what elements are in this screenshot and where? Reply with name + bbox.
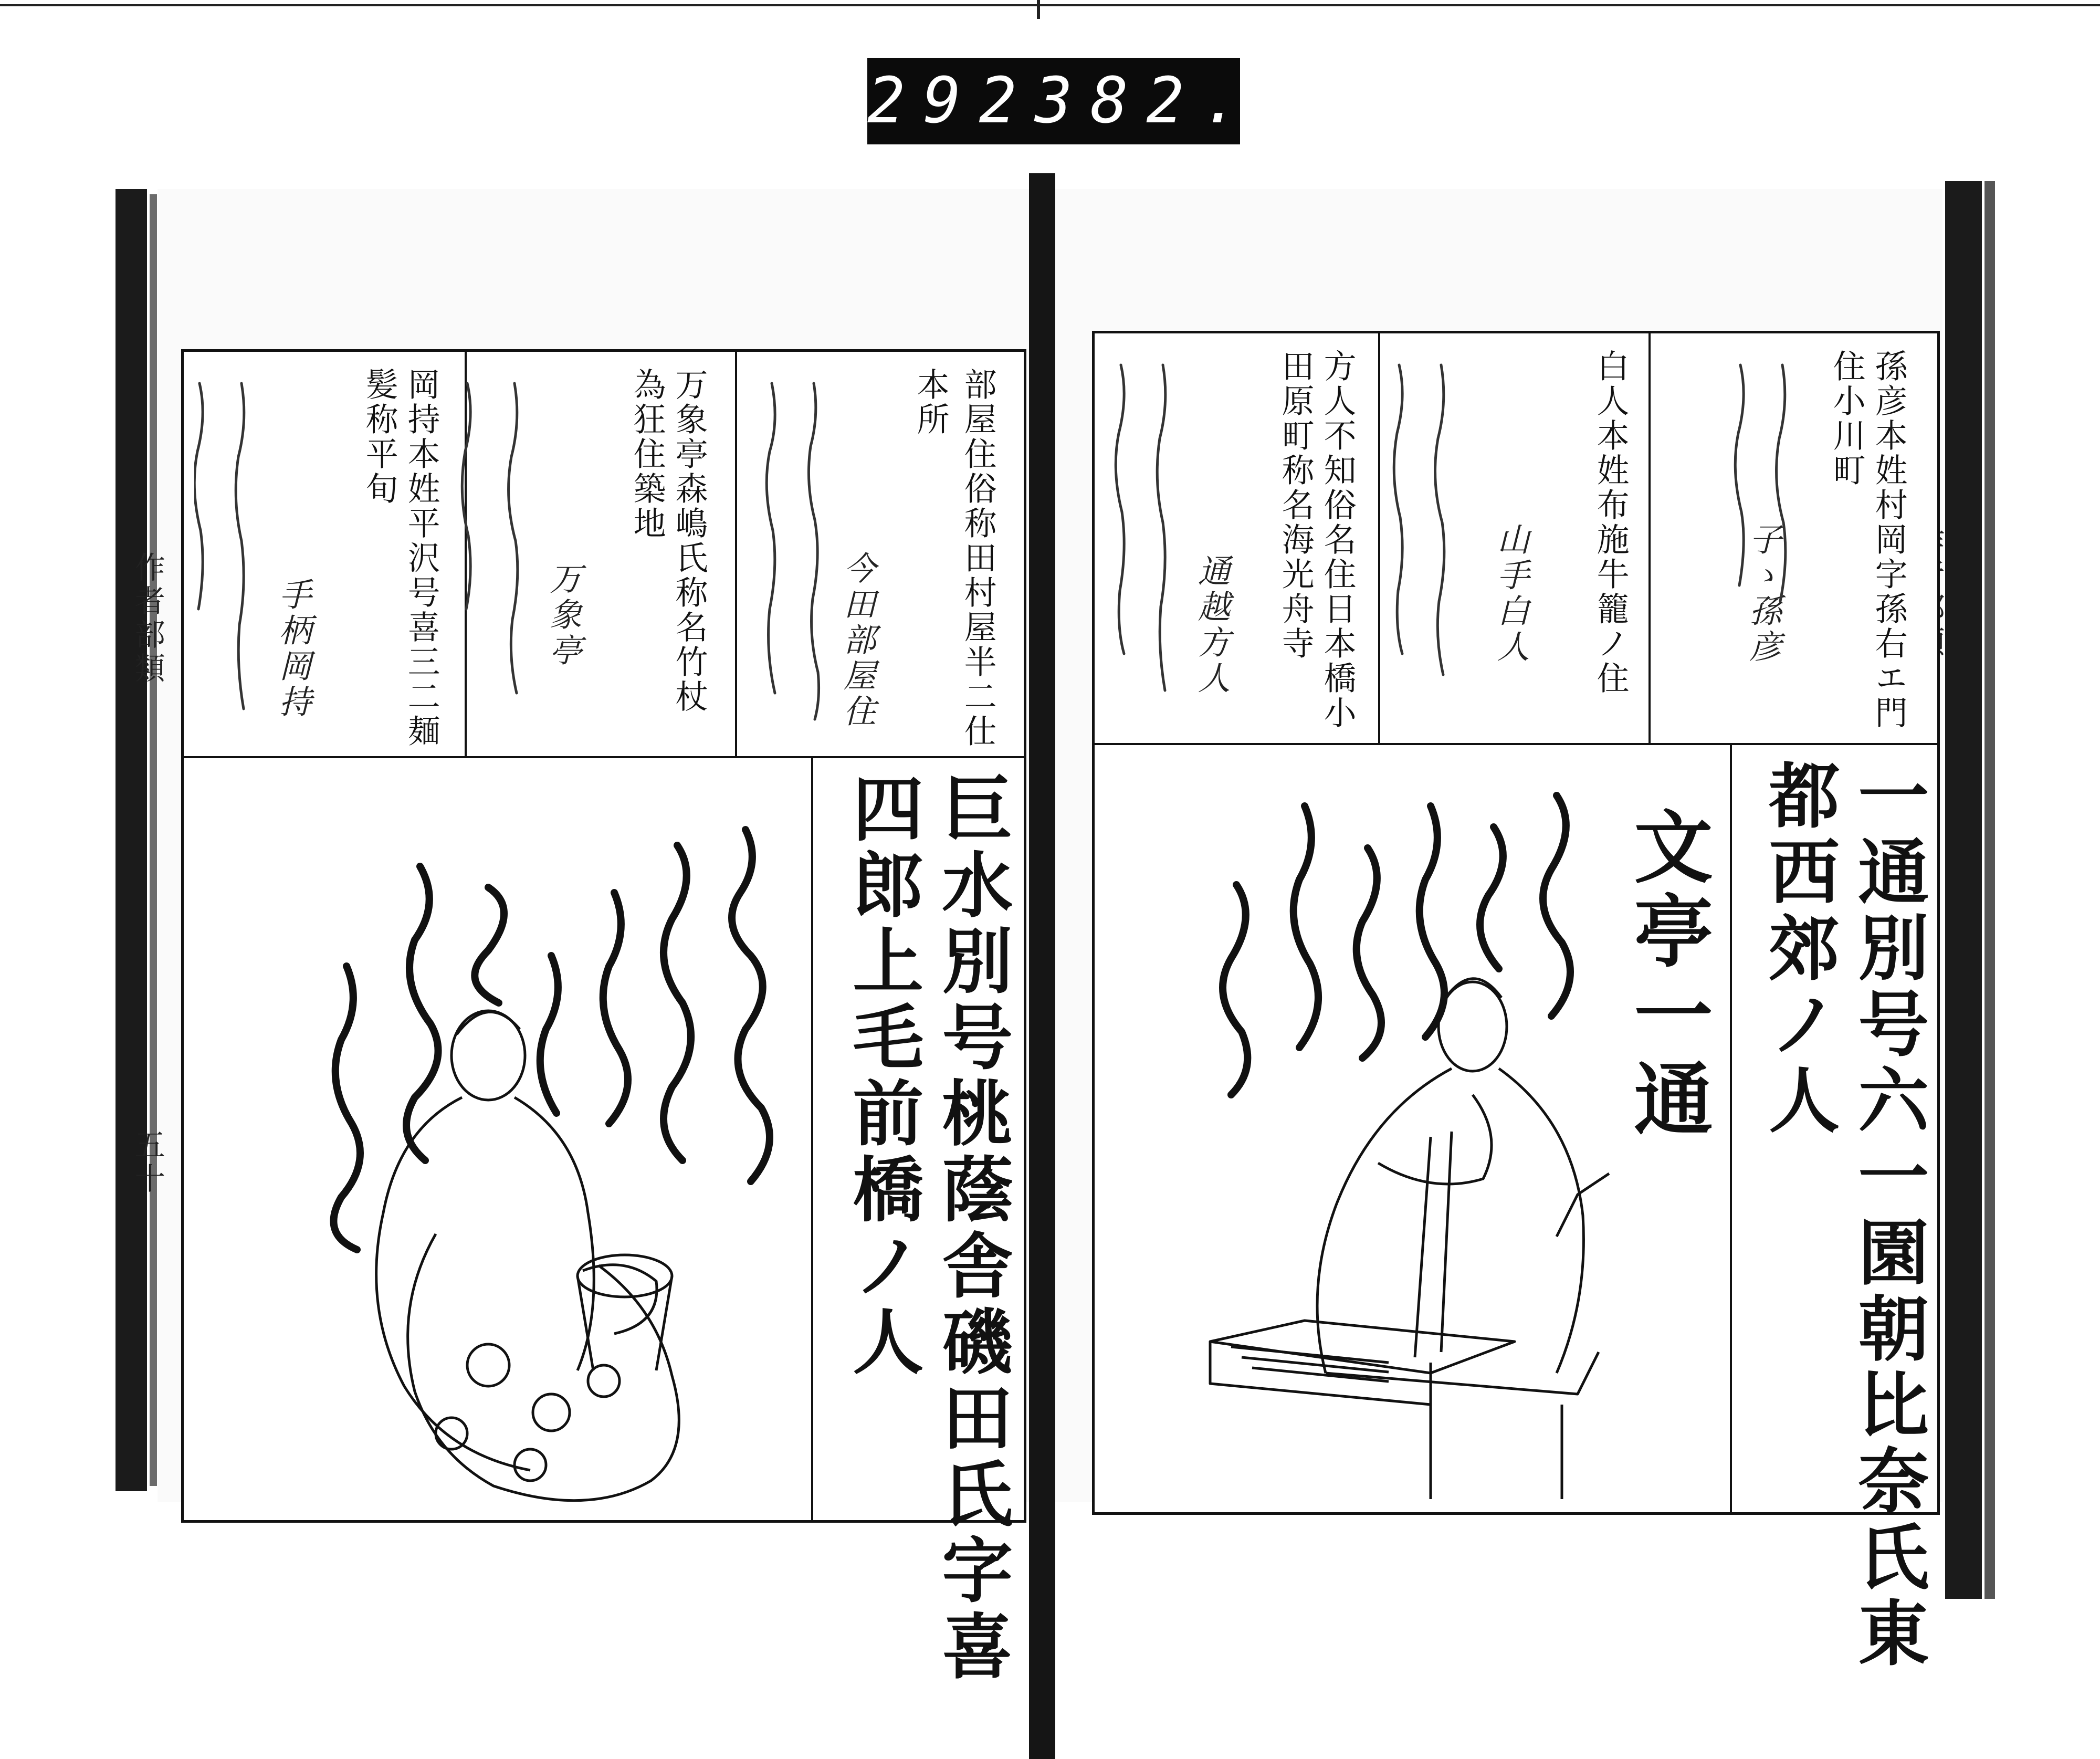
right-top-col-1: 孫彦本姓村岡字孫右エ門: [1870, 349, 1908, 730]
left-top-col-2: 部屋住俗称田村屋半二仕: [959, 368, 998, 749]
right-top-col-6: 方人不知俗名住日本橋小: [1318, 349, 1357, 730]
right-top-col-4: 白人本姓布施牛籠ノ住: [1591, 349, 1630, 696]
right-book-edge: [1945, 181, 1982, 1599]
right-top-col-2: 住小川町: [1828, 349, 1866, 488]
left-book-edge: [116, 189, 147, 1491]
right-top-col-8: 通越方人: [1192, 554, 1231, 697]
book-gutter: [1029, 173, 1055, 1759]
right-main-divider: [1730, 743, 1732, 1512]
left-top-col-6: 万象亭: [544, 562, 583, 669]
left-panel-divider: [184, 756, 1024, 758]
left-book-edge-shadow: [150, 194, 157, 1486]
right-top-col-7: 田原町称名海光舟寺: [1276, 349, 1315, 661]
left-margin-folio: 五十: [129, 1129, 165, 1196]
left-top-col-1: 本所: [911, 368, 950, 437]
left-page-frame: [181, 349, 1026, 1685]
left-top-col-5: 為狂住築地: [628, 368, 667, 541]
top-tick: [1037, 0, 1040, 19]
page-number-left: 292: [867, 65, 1035, 138]
right-name-col: 文亭一通: [1620, 806, 1713, 1142]
page-number-right: 382.: [1034, 65, 1258, 138]
left-main-divider: [811, 756, 813, 1520]
left-top-col-4: 万象亭森嶋氏称名竹杖: [670, 368, 709, 714]
left-top-col-8: 髪称平旬: [360, 368, 399, 506]
right-writer-figure-illustration: [1158, 943, 1630, 1499]
left-top-cursive-strokes: [194, 362, 982, 751]
left-top-col-3: 今田部屋住: [838, 551, 877, 730]
left-top-col-7: 岡持本姓平沢号喜三二麺: [402, 368, 441, 749]
right-book-edge-shadow: [1984, 181, 1995, 1599]
right-page-frame: [1092, 331, 1940, 1672]
right-top-col-5: 山手白人: [1492, 522, 1530, 665]
left-margin-label: 作者部類: [129, 551, 165, 686]
left-top-col-9: 手柄岡持: [274, 578, 312, 720]
right-panel-divider: [1095, 743, 1937, 745]
page-number-label: [867, 58, 1258, 144]
left-heading-col-1: 巨水別号桃蔭舎磯田氏字喜: [930, 772, 1014, 1685]
left-heading-col-2: 四郎上毛前橋ノ人: [841, 772, 925, 1381]
left-seated-figure-illustration: [331, 982, 709, 1507]
top-rule: [0, 4, 2100, 6]
right-heading-col-2: 都西郊ノ人: [1757, 759, 1841, 1139]
right-top-col-3: 子ゝ孫彦: [1744, 522, 1782, 665]
right-top-cursive-strokes: [1105, 344, 1924, 732]
right-heading-col-1: 一通別号六一園朝比奈氏東: [1846, 759, 1930, 1672]
